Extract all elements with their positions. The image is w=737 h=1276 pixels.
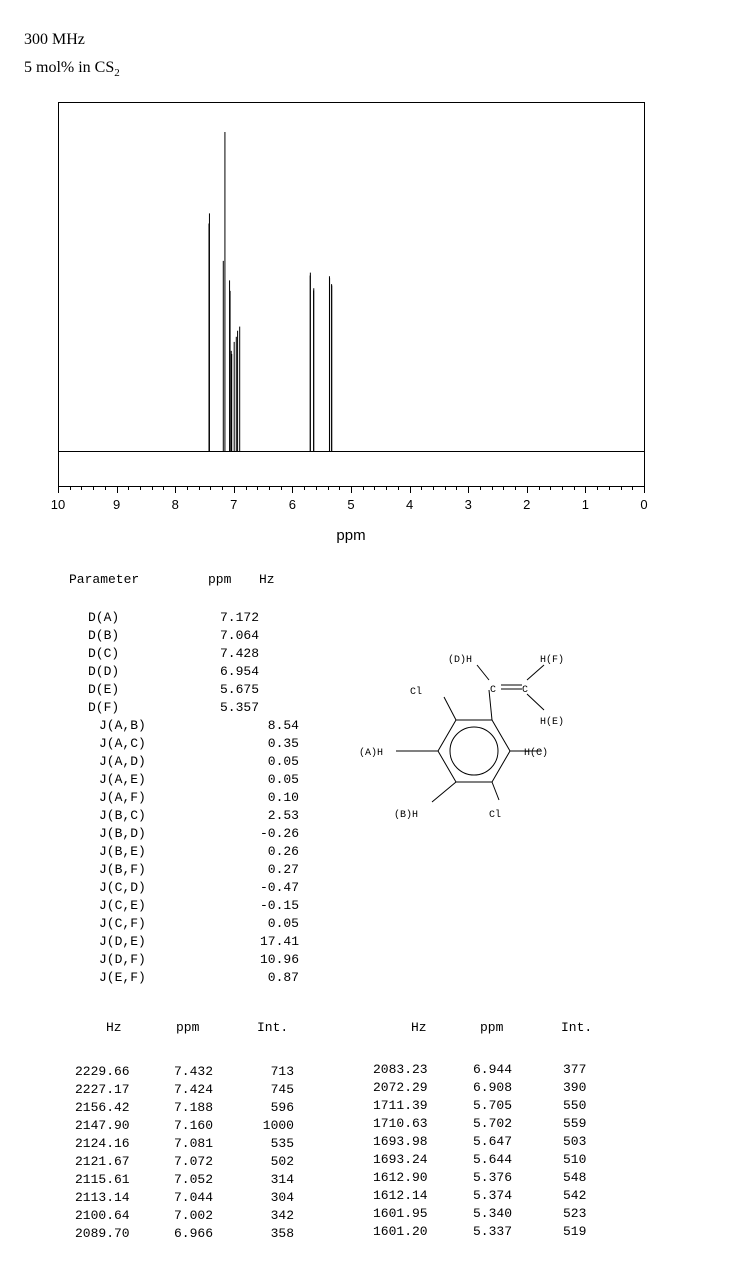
peak-ppm: 5.337	[473, 1224, 513, 1239]
peak-hz: 1612.14	[373, 1188, 428, 1203]
peak-row	[373, 1061, 586, 1079]
peak-hz: 2124.16	[75, 1136, 130, 1151]
peak-row	[75, 1153, 294, 1171]
peak-right-int-header: Int.	[561, 1020, 593, 1035]
peak-row	[373, 1187, 586, 1205]
x-axis-label: ppm	[336, 527, 366, 544]
coupling-value: 0.27	[267, 862, 299, 877]
peak-ppm: 5.376	[473, 1170, 513, 1185]
peak-left-hz-header: Hz	[106, 1020, 122, 1035]
coupling-label: J(B,F)	[99, 862, 146, 877]
coupling-row	[99, 897, 299, 915]
x-tick-label: 9	[112, 497, 121, 512]
bond-cl-bot	[492, 782, 499, 800]
coupling-label: J(D,E)	[99, 934, 146, 949]
coupling-row	[99, 771, 299, 789]
coupling-label: J(A,D)	[99, 754, 146, 769]
peak-row	[75, 1189, 294, 1207]
peak-row	[373, 1151, 586, 1169]
coupling-value: 10.96	[259, 952, 299, 967]
peak-row	[75, 1171, 294, 1189]
shift-value: 7.428	[220, 646, 260, 661]
spectrometer-frequency: 300 MHz	[24, 31, 85, 48]
peak-hz: 2100.64	[75, 1208, 130, 1223]
peak-ppm: 5.647	[473, 1134, 513, 1149]
coupling-value: 0.05	[267, 916, 299, 931]
peak-row	[373, 1097, 586, 1115]
peak-row	[373, 1133, 586, 1151]
peak-list-right	[373, 1061, 586, 1241]
peak-ppm: 5.702	[473, 1116, 513, 1131]
peak-ppm: 5.340	[473, 1206, 513, 1221]
param-ppm-header: ppm	[208, 572, 232, 587]
peak-int: 559	[563, 1116, 587, 1131]
peak-list-left	[75, 1063, 294, 1243]
shift-row	[88, 645, 259, 663]
coupling-row	[99, 915, 299, 933]
peak-ppm: 5.705	[473, 1098, 513, 1113]
coupling-value: 0.05	[267, 772, 299, 787]
sample-subscript: 2	[114, 67, 120, 80]
label-hf: H(F)	[540, 655, 565, 666]
coupling-value: 0.05	[267, 754, 299, 769]
coupling-value: 0.26	[267, 844, 299, 859]
peak-hz: 2072.29	[373, 1080, 428, 1095]
coupling-label: J(C,D)	[99, 880, 146, 895]
peak-ppm: 5.644	[473, 1152, 513, 1167]
shift-label: D(A)	[88, 610, 120, 625]
peak-hz: 1693.24	[373, 1152, 428, 1167]
coupling-label: J(B,E)	[99, 844, 146, 859]
peak-hz: 2156.42	[75, 1100, 130, 1115]
shift-label: D(F)	[88, 700, 120, 715]
coupling-table	[99, 717, 299, 987]
coupling-value: 17.41	[259, 934, 299, 949]
peak-row	[75, 1135, 294, 1153]
peak-row	[373, 1223, 586, 1241]
coupling-label: J(E,F)	[99, 970, 146, 985]
coupling-row	[99, 807, 299, 825]
coupling-row	[99, 879, 299, 897]
coupling-label: J(C,E)	[99, 898, 146, 913]
coupling-row	[99, 789, 299, 807]
coupling-value: -0.26	[259, 826, 299, 841]
coupling-row	[99, 825, 299, 843]
peak-int: 542	[563, 1188, 587, 1203]
coupling-row	[99, 969, 299, 987]
peak-ppm: 7.424	[174, 1082, 214, 1097]
peak-row	[75, 1081, 294, 1099]
x-tick-label: 7	[230, 497, 238, 512]
coupling-label: J(A,C)	[99, 736, 146, 751]
shift-value: 7.172	[220, 610, 260, 625]
peak-int: 548	[563, 1170, 587, 1185]
peak-int: 523	[563, 1206, 587, 1221]
peak-hz: 1601.20	[373, 1224, 428, 1239]
shift-label: D(E)	[88, 682, 120, 697]
shift-value: 7.064	[220, 628, 260, 643]
coupling-row	[99, 843, 299, 861]
peak-hz: 1711.39	[373, 1098, 428, 1113]
peak-row	[75, 1117, 294, 1135]
bond-c-hf	[527, 665, 544, 680]
peak-int: 550	[563, 1098, 587, 1113]
peak-ppm: 6.966	[174, 1226, 214, 1241]
peak-ppm: 6.908	[473, 1080, 513, 1095]
peak-hz: 2227.17	[75, 1082, 130, 1097]
benzene-ring	[438, 720, 510, 782]
coupling-label: J(C,F)	[99, 916, 146, 931]
x-tick-label: 3	[464, 497, 472, 512]
peak-row	[373, 1079, 586, 1097]
shift-label: D(C)	[88, 646, 120, 661]
label-c1: C	[490, 685, 497, 696]
bond-bh	[432, 782, 456, 802]
label-hc: H(C)	[524, 748, 549, 759]
molecule-structure	[352, 640, 602, 840]
coupling-label: J(B,C)	[99, 808, 146, 823]
aromatic-circle	[450, 727, 498, 775]
shift-row	[88, 699, 259, 717]
x-tick-label: 0	[640, 497, 648, 512]
coupling-row	[99, 861, 299, 879]
shift-value: 5.675	[220, 682, 260, 697]
peak-hz: 2229.66	[75, 1064, 130, 1079]
peak-int: 377	[563, 1062, 587, 1077]
nmr-spectrum-chart	[0, 90, 737, 550]
peak-hz: 1601.95	[373, 1206, 428, 1221]
peak-ppm: 7.188	[174, 1100, 214, 1115]
peak-hz: 2115.61	[75, 1172, 130, 1187]
coupling-row	[99, 933, 299, 951]
peak-hz: 2089.70	[75, 1226, 130, 1241]
coupling-row	[99, 951, 299, 969]
coupling-label: J(A,E)	[99, 772, 146, 787]
peak-int: 745	[270, 1082, 294, 1097]
coupling-label: J(D,F)	[99, 952, 146, 967]
shift-row	[88, 663, 259, 681]
peak-hz: 2147.90	[75, 1118, 130, 1133]
peak-hz: 2121.67	[75, 1154, 130, 1169]
param-header: Parameter	[69, 572, 140, 587]
peak-ppm: 7.044	[174, 1190, 214, 1205]
peak-ppm: 7.432	[174, 1064, 214, 1079]
x-tick-label: 1	[581, 497, 590, 512]
peak-row	[373, 1115, 586, 1133]
peak-row	[75, 1099, 294, 1117]
shift-label: D(B)	[88, 628, 120, 643]
shift-value: 5.357	[220, 700, 260, 715]
plot-frame	[59, 103, 645, 487]
peak-hz: 2113.14	[75, 1190, 130, 1205]
peak-int: 535	[270, 1136, 294, 1151]
peak-int: 519	[563, 1224, 587, 1239]
x-tick-label: 8	[171, 497, 179, 512]
peak-ppm: 5.374	[473, 1188, 513, 1203]
peak-ppm: 6.944	[473, 1062, 513, 1077]
x-tick-label: 4	[405, 497, 414, 512]
sample-description	[24, 59, 120, 79]
shift-row	[88, 609, 259, 627]
label-c2: C	[522, 685, 529, 696]
bond-c-he	[527, 694, 544, 710]
peak-right-ppm-header: ppm	[480, 1020, 504, 1035]
peak-int: 510	[563, 1152, 587, 1167]
peak-ppm: 7.072	[174, 1154, 214, 1169]
shift-row	[88, 681, 259, 699]
x-tick-label: 6	[288, 497, 297, 512]
peak-int: 502	[270, 1154, 294, 1169]
peak-int: 304	[270, 1190, 294, 1205]
shift-row	[88, 627, 259, 645]
coupling-value: 0.35	[267, 736, 299, 751]
coupling-value: 0.10	[267, 790, 299, 805]
peak-int: 314	[270, 1172, 294, 1187]
peak-hz: 2083.23	[373, 1062, 428, 1077]
coupling-label: J(B,D)	[99, 826, 146, 841]
peak-row	[75, 1063, 294, 1081]
peak-row	[75, 1225, 294, 1243]
peak-int: 342	[270, 1208, 294, 1223]
peak-hz: 1612.90	[373, 1170, 428, 1185]
peak-int: 503	[563, 1134, 587, 1149]
coupling-row	[99, 735, 299, 753]
coupling-value: 8.54	[267, 718, 299, 733]
coupling-value: -0.15	[259, 898, 299, 913]
coupling-label: J(A,B)	[99, 718, 146, 733]
peak-int: 390	[563, 1080, 587, 1095]
peak-hz: 1693.98	[373, 1134, 428, 1149]
peak-row	[75, 1207, 294, 1225]
peak-int: 713	[270, 1064, 294, 1079]
coupling-value: -0.47	[259, 880, 299, 895]
shift-label: D(D)	[88, 664, 120, 679]
peak-ppm: 7.052	[174, 1172, 214, 1187]
x-tick-label: 5	[347, 497, 355, 512]
label-cl-top: Cl	[410, 687, 423, 698]
peak-ppm: 7.160	[174, 1118, 214, 1133]
coupling-value: 0.87	[267, 970, 299, 985]
peak-ppm: 7.002	[174, 1208, 214, 1223]
peak-row	[373, 1169, 586, 1187]
label-he: H(E)	[540, 717, 565, 728]
peak-right-hz-header: Hz	[411, 1020, 427, 1035]
peak-left-ppm-header: ppm	[176, 1020, 200, 1035]
label-bh: (B)H	[394, 810, 419, 821]
shift-table	[88, 609, 259, 717]
peak-int: 1000	[262, 1118, 294, 1133]
peak-int: 358	[270, 1226, 294, 1241]
peak-left-int-header: Int.	[257, 1020, 289, 1035]
coupling-row	[99, 753, 299, 771]
shift-value: 6.954	[220, 664, 260, 679]
peak-hz: 1710.63	[373, 1116, 428, 1131]
x-tick-label: 2	[523, 497, 531, 512]
param-hz-header: Hz	[259, 572, 275, 587]
peak-row	[373, 1205, 586, 1223]
peak-ppm: 7.081	[174, 1136, 214, 1151]
x-tick-label: 10	[50, 497, 66, 512]
bond-c-dh	[477, 665, 489, 680]
label-cl-bot: Cl	[489, 810, 502, 821]
sample-text: 5 mol% in CS	[24, 59, 115, 76]
label-ah: (A)H	[359, 748, 384, 759]
coupling-label: J(A,F)	[99, 790, 146, 805]
peak-int: 596	[270, 1100, 294, 1115]
coupling-row	[99, 717, 299, 735]
label-dh: (D)H	[448, 655, 473, 666]
coupling-value: 2.53	[267, 808, 299, 823]
bond-cl-top	[444, 697, 456, 720]
